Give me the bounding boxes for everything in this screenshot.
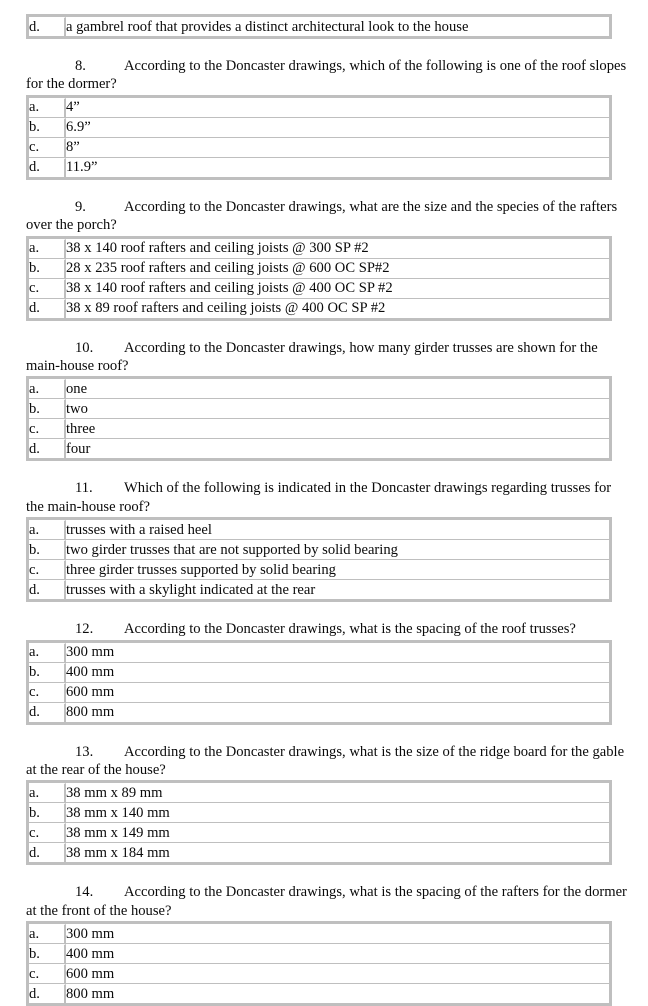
question-14-first-line	[26, 883, 627, 901]
table-row[interactable]	[29, 520, 609, 540]
choice-text: 4”	[66, 98, 609, 118]
table-row[interactable]	[29, 964, 609, 984]
question-14-number: 14.	[75, 884, 94, 901]
table-row[interactable]	[29, 683, 609, 703]
choice-letter: b.	[29, 803, 66, 823]
question-14-answer-table	[26, 921, 612, 1006]
question-12-text	[26, 620, 612, 638]
table-row	[29, 17, 609, 36]
table-row[interactable]	[29, 924, 609, 944]
choice-letter: b.	[29, 944, 66, 964]
choice-letter: b.	[29, 259, 66, 279]
question-9-line1: According to the Doncaster drawings, what are the size and the species of the rafters	[124, 198, 618, 215]
choice-text: 11.9”	[66, 158, 609, 177]
choice-text: three	[66, 419, 609, 439]
question-10-line1: According to the Doncaster drawings, how many girder trusses are shown for the	[124, 339, 598, 356]
table-row[interactable]	[29, 944, 609, 964]
spacer	[26, 180, 612, 198]
choice-text: three girder trusses supported by solid bearing	[66, 560, 609, 580]
question-8-number: 8.	[75, 58, 86, 74]
choice-text: 600 mm	[66, 964, 609, 984]
table-row[interactable]	[29, 259, 609, 279]
table-row[interactable]	[29, 984, 609, 1003]
table-row[interactable]	[29, 783, 609, 803]
choice-letter: c.	[29, 964, 66, 984]
choice-letter: c.	[29, 683, 66, 703]
choice-text: 38 mm x 184 mm	[66, 843, 609, 862]
choice-letter: d.	[29, 580, 66, 599]
question-11-line1: Which of the following is indicated in the Doncaster drawings regarding trusses for	[124, 480, 612, 497]
question-12-number: 12.	[75, 621, 94, 638]
question-13-text	[26, 743, 625, 780]
choice-letter: d.	[29, 158, 66, 177]
choice-text: four	[66, 439, 609, 458]
choice-letter: d.	[29, 843, 66, 862]
question-12-first-line	[26, 620, 612, 638]
table-row[interactable]	[29, 803, 609, 823]
question-9-answer-table	[26, 236, 612, 321]
spacer	[26, 321, 612, 339]
choice-text: 8”	[66, 138, 609, 158]
choice-letter: a.	[29, 379, 66, 399]
table-row[interactable]	[29, 158, 609, 177]
choice-letter: c.	[29, 419, 66, 439]
choice-text: 800 mm	[66, 703, 609, 722]
table-row[interactable]	[29, 299, 609, 318]
question-12-answer-table	[26, 640, 612, 725]
choice-letter: d.	[29, 299, 66, 318]
choice-letter: b.	[29, 540, 66, 560]
question-11-text	[26, 479, 612, 516]
choice-text: 38 mm x 89 mm	[66, 783, 609, 803]
table-row[interactable]	[29, 98, 609, 118]
spacer	[26, 461, 612, 479]
choice-text: 38 x 140 roof rafters and ceiling joists @ 400 OC SP #2	[66, 279, 609, 299]
spacer	[26, 39, 612, 57]
question-10-line2: main-house roof?	[26, 358, 129, 375]
spacer	[26, 602, 612, 620]
choice-text: 38 x 89 roof rafters and ceiling joists @ 400 OC SP #2	[66, 299, 609, 318]
table-row[interactable]	[29, 239, 609, 259]
table-row[interactable]	[29, 663, 609, 683]
table-row[interactable]	[29, 843, 609, 862]
question-9-first-line	[26, 198, 618, 216]
question-13-line2: at the rear of the house?	[26, 762, 166, 779]
table-row[interactable]	[29, 560, 609, 580]
spacer	[26, 865, 612, 883]
choice-text: two	[66, 399, 609, 419]
table-row[interactable]	[29, 823, 609, 843]
question-8-answer-table	[26, 95, 612, 180]
question-13-answer-table	[26, 780, 612, 865]
choice-text: 6.9”	[66, 118, 609, 138]
question-13-number: 13.	[75, 743, 94, 760]
choice-text: two girder trusses that are not supported by solid bearing	[66, 540, 609, 560]
choice-letter: d.	[29, 17, 66, 36]
table-row[interactable]	[29, 379, 609, 399]
choice-text: trusses with a raised heel	[66, 520, 609, 540]
choice-text: 400 mm	[66, 663, 609, 683]
table-row[interactable]	[29, 703, 609, 722]
question-11-answer-table	[26, 517, 612, 602]
question-14-line2: at the front of the house?	[26, 902, 172, 919]
question-11-first-line	[26, 479, 612, 497]
choice-letter: c.	[29, 138, 66, 158]
table-row[interactable]	[29, 118, 609, 138]
choice-letter: a.	[29, 643, 66, 663]
choice-letter: a.	[29, 924, 66, 944]
choice-text: a gambrel roof that provides a distinct architectural look to the house	[66, 17, 609, 36]
choice-text: 38 mm x 140 mm	[66, 803, 609, 823]
choice-letter: a.	[29, 783, 66, 803]
table-row[interactable]	[29, 419, 609, 439]
question-10-first-line	[26, 339, 612, 357]
question-9-number: 9.	[75, 198, 86, 215]
question-8-text	[26, 57, 627, 94]
choice-text: trusses with a skylight indicated at the rear	[66, 580, 609, 599]
choice-letter: d.	[29, 984, 66, 1003]
table-row[interactable]	[29, 540, 609, 560]
question-9-text	[26, 198, 618, 235]
choice-text: 300 mm	[66, 643, 609, 663]
choice-text: 400 mm	[66, 944, 609, 964]
question-11-line2: the main-house roof?	[26, 498, 151, 515]
choice-text: 600 mm	[66, 683, 609, 703]
table-row[interactable]	[29, 580, 609, 599]
choice-letter: b.	[29, 663, 66, 683]
choice-letter: c.	[29, 279, 66, 299]
choice-text: 300 mm	[66, 924, 609, 944]
choice-text: 28 x 235 roof rafters and ceiling joists @ 600 OC SP#2	[66, 259, 609, 279]
carryover-answer-table	[26, 14, 612, 39]
question-8-line1: According to the Doncaster drawings, which of the following is one of the roof slopes	[124, 58, 627, 74]
choice-text: 38 mm x 149 mm	[66, 823, 609, 843]
choice-text: one	[66, 379, 609, 399]
question-8-first-line	[26, 57, 627, 75]
table-row[interactable]	[29, 399, 609, 419]
choice-letter: d.	[29, 439, 66, 458]
question-10-text	[26, 339, 612, 376]
table-row[interactable]	[29, 439, 609, 458]
choice-text: 800 mm	[66, 984, 609, 1003]
choice-letter: c.	[29, 823, 66, 843]
question-10-answer-table	[26, 376, 612, 461]
choice-letter: a.	[29, 239, 66, 259]
choice-letter: b.	[29, 118, 66, 138]
spacer	[26, 725, 612, 743]
question-10-number: 10.	[75, 339, 94, 356]
choice-letter: c.	[29, 560, 66, 580]
table-row[interactable]	[29, 279, 609, 299]
question-8-line2: for the dormer?	[26, 76, 117, 93]
question-13-first-line	[26, 743, 625, 761]
question-13-line1: According to the Doncaster drawings, what is the size of the ridge board for the gable	[124, 743, 625, 760]
question-14-text	[26, 883, 627, 920]
choice-text: 38 x 140 roof rafters and ceiling joists @ 300 SP #2	[66, 239, 609, 259]
table-row[interactable]	[29, 643, 609, 663]
choice-letter: a.	[29, 98, 66, 118]
choice-letter: b.	[29, 399, 66, 419]
question-9-line2: over the porch?	[26, 217, 117, 234]
question-11-number: 11.	[75, 480, 93, 497]
choice-letter: a.	[29, 520, 66, 540]
choice-letter: d.	[29, 703, 66, 722]
question-14-line1: According to the Doncaster drawings, what is the spacing of the rafters for the dormer	[124, 884, 627, 901]
table-row[interactable]	[29, 138, 609, 158]
question-12-line1: According to the Doncaster drawings, what is the spacing of the roof trusses?	[124, 621, 576, 638]
